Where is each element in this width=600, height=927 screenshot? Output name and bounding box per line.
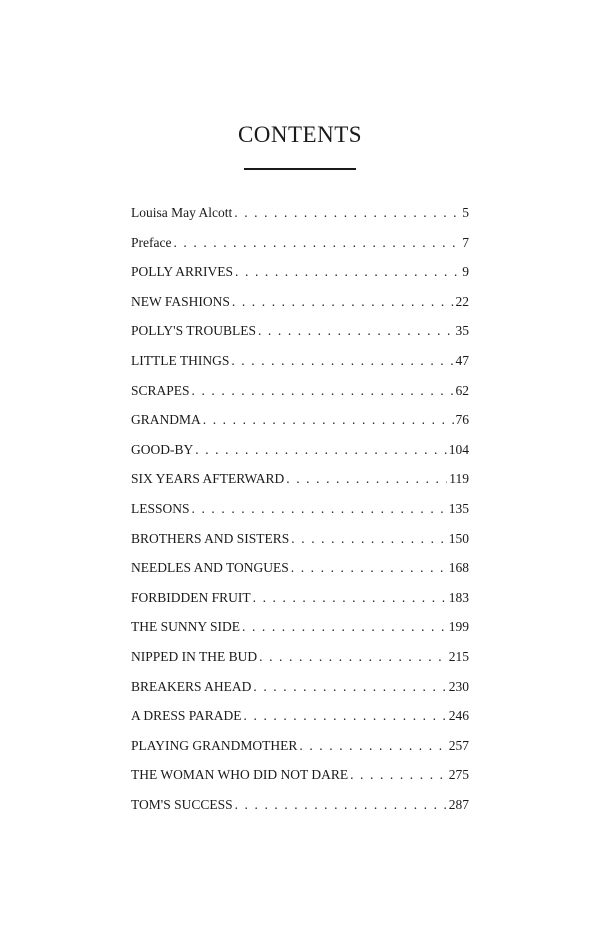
toc-entry-title: FORBIDDEN FRUIT	[131, 589, 251, 605]
toc-entry[interactable]	[131, 292, 469, 322]
toc-entry-page-number: 287	[448, 796, 469, 812]
toc-dot-leader	[291, 529, 446, 549]
toc-dot-leader	[259, 647, 447, 667]
toc-dot-leader	[253, 588, 447, 608]
toc-entry-title: SIX YEARS AFTERWARD	[131, 471, 285, 487]
toc-entry-page-number: 9	[462, 264, 469, 280]
toc-entry-page-number: 199	[448, 619, 469, 635]
toc-entry-title: A DRESS PARADE	[131, 708, 242, 724]
toc-dot-leader	[286, 469, 447, 489]
toc-dot-leader	[192, 381, 454, 401]
title-divider	[244, 168, 356, 170]
toc-entry[interactable]	[131, 617, 469, 647]
toc-entry[interactable]	[131, 677, 469, 707]
toc-entry-page-number: 150	[448, 530, 469, 546]
toc-entry-title: NEW FASHIONS	[131, 293, 230, 309]
toc-dot-leader	[242, 617, 447, 637]
toc-entry-page-number: 104	[448, 441, 469, 457]
toc-dot-leader	[253, 677, 446, 697]
toc-dot-leader	[299, 736, 446, 756]
toc-entry-title: Louisa May Alcott	[131, 205, 233, 220]
toc-entry-page-number: 135	[448, 500, 469, 516]
page-title: CONTENTS	[237, 122, 363, 147]
toc-dot-leader	[235, 795, 447, 815]
toc-entry[interactable]	[131, 381, 469, 411]
toc-entry[interactable]	[131, 410, 469, 440]
toc-entry-title: THE WOMAN WHO DID NOT DARE	[131, 767, 349, 783]
toc-entry-page-number: 275	[448, 767, 469, 783]
toc-entry[interactable]	[131, 351, 469, 381]
toc-dot-leader	[203, 410, 454, 430]
toc-entry-title: POLLY ARRIVES	[131, 264, 234, 280]
toc-dot-leader	[231, 351, 453, 371]
toc-dot-leader	[291, 558, 447, 578]
toc-entry-title: POLLY'S TROUBLES	[131, 323, 256, 339]
toc-dot-leader	[173, 233, 460, 253]
toc-entry-page-number: 230	[448, 678, 469, 694]
toc-entry-page-number: 215	[448, 648, 469, 664]
toc-entry-page-number: 76	[455, 412, 469, 428]
toc-entry[interactable]	[131, 233, 469, 263]
toc-entry-title: LESSONS	[131, 500, 190, 516]
toc-entry-title: GRANDMA	[131, 412, 201, 428]
toc-entry-page-number: 183	[448, 589, 469, 605]
toc-entry-title: BREAKERS AHEAD	[131, 678, 252, 694]
toc-dot-leader	[244, 706, 447, 726]
toc-entry-title: BROTHERS AND SISTERS	[131, 530, 290, 546]
toc-entry-title: SCRAPES	[131, 382, 190, 398]
toc-entry[interactable]	[131, 203, 469, 233]
toc-entry-title: NEEDLES AND TONGUES	[131, 560, 289, 576]
toc-entry[interactable]	[131, 706, 469, 736]
toc-entry-title: LITTLE THINGS	[131, 352, 230, 368]
toc-entry-page-number: 35	[455, 323, 469, 339]
toc-entry-page-number: 5	[462, 205, 469, 220]
table-of-contents	[131, 203, 469, 824]
toc-entry[interactable]	[131, 795, 469, 825]
toc-entry[interactable]	[131, 321, 469, 351]
toc-entry-page-number: 7	[462, 234, 469, 250]
toc-entry[interactable]	[131, 469, 469, 499]
toc-entry-page-number: 168	[448, 560, 469, 576]
toc-entry-title: Preface	[131, 234, 172, 250]
toc-entry[interactable]	[131, 499, 469, 529]
toc-entry[interactable]	[131, 558, 469, 588]
toc-dot-leader	[350, 765, 447, 785]
toc-entry[interactable]	[131, 588, 469, 618]
toc-entry-page-number: 47	[455, 352, 469, 368]
toc-entry-page-number: 22	[455, 293, 469, 309]
toc-entry-title: TOM'S SUCCESS	[131, 796, 233, 812]
toc-dot-leader	[258, 321, 454, 341]
toc-entry[interactable]	[131, 736, 469, 766]
toc-dot-leader	[192, 499, 447, 519]
toc-entry[interactable]	[131, 765, 469, 795]
toc-entry-page-number: 246	[448, 708, 469, 724]
toc-entry-page-number: 257	[448, 737, 469, 753]
toc-entry-page-number: 62	[455, 382, 469, 398]
toc-dot-leader	[232, 292, 454, 312]
toc-entry[interactable]	[131, 529, 469, 559]
toc-entry[interactable]	[131, 440, 469, 470]
toc-entry-page-number: 119	[449, 471, 469, 487]
toc-entry-title: GOOD-BY	[131, 441, 194, 457]
toc-entry-title: THE SUNNY SIDE	[131, 619, 240, 635]
toc-entry-title: NIPPED IN THE BUD	[131, 648, 258, 664]
toc-entry[interactable]	[131, 262, 469, 292]
toc-entry[interactable]	[131, 647, 469, 677]
toc-entry-title: PLAYING GRANDMOTHER	[131, 737, 298, 753]
toc-dot-leader	[235, 262, 460, 282]
toc-dot-leader	[195, 440, 447, 460]
toc-dot-leader	[234, 203, 460, 223]
